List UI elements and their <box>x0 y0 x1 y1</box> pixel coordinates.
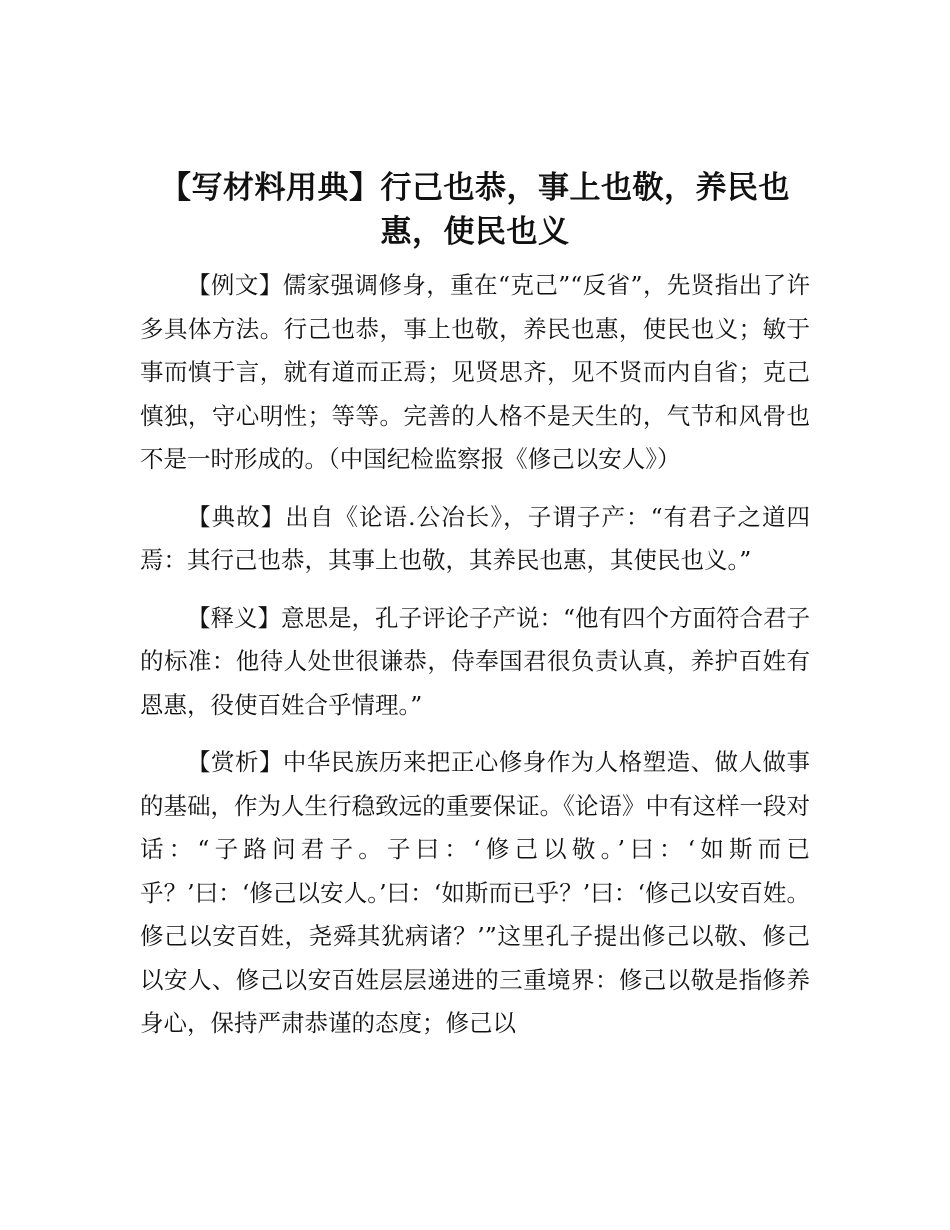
paragraph-allusion <box>140 496 810 583</box>
paragraph-text: 儒家强调修身，重在“克己”“反省”，先贤指出了许多具体方法。行己也恭，事上也敬，养民也惠，使民也义；敏于事而慎于言，就有道而正焉；见贤思齐，见不贤而内自省；克己慎独，守心明性；等等。完善的人格不是天生的，气节和风骨也不是一时形成的。（中国纪检监察报《修己以安人》） <box>140 271 810 473</box>
paragraph-label: 【释义】 <box>187 603 281 632</box>
paragraph-text: 中华民族历来把正心修身作为人格塑造、做人做事的基础，作为人生行稳致远的重要保证。《论语》中有这样一段对话：“子路问君子。子曰：‘修己以敬。’曰：‘如斯而已乎？’曰：‘修己以安人。’曰：‘如斯而已乎？’曰：‘修己以安百姓。修己以安百姓，尧舜其犹病诸？’”这里孔子提出修己以敬、修己以安人、修己以安百姓层层递进的三重境界：修己以敬是指修养身心，保持严肃恭谨的态度；修己以 <box>140 748 811 1037</box>
paragraph-appreciation <box>140 741 810 1046</box>
paragraph-label: 【典故】 <box>187 502 286 531</box>
paragraph-example <box>140 264 810 482</box>
document-title: 【写材料用典】行己也恭，事上也敬，养民也惠，使民也义 <box>160 170 790 250</box>
document-body <box>140 264 810 1060</box>
paragraph-text: 意思是，孔子评论子产说：“他有四个方面符合君子的标准：他待人处世很谦恭，侍奉国君很负责认真，养护百姓有恩惠，役使百姓合乎情理。” <box>140 603 811 719</box>
paragraph-text: 出自《论语.公冶长》，子谓子产：“有君子之道四焉：其行己也恭，其事上也敬，其养民也惠，其使民也义。” <box>140 502 811 574</box>
paragraph-interpretation <box>140 597 810 728</box>
paragraph-label: 【例文】 <box>187 271 283 299</box>
paragraph-label: 【赏析】 <box>187 748 283 776</box>
